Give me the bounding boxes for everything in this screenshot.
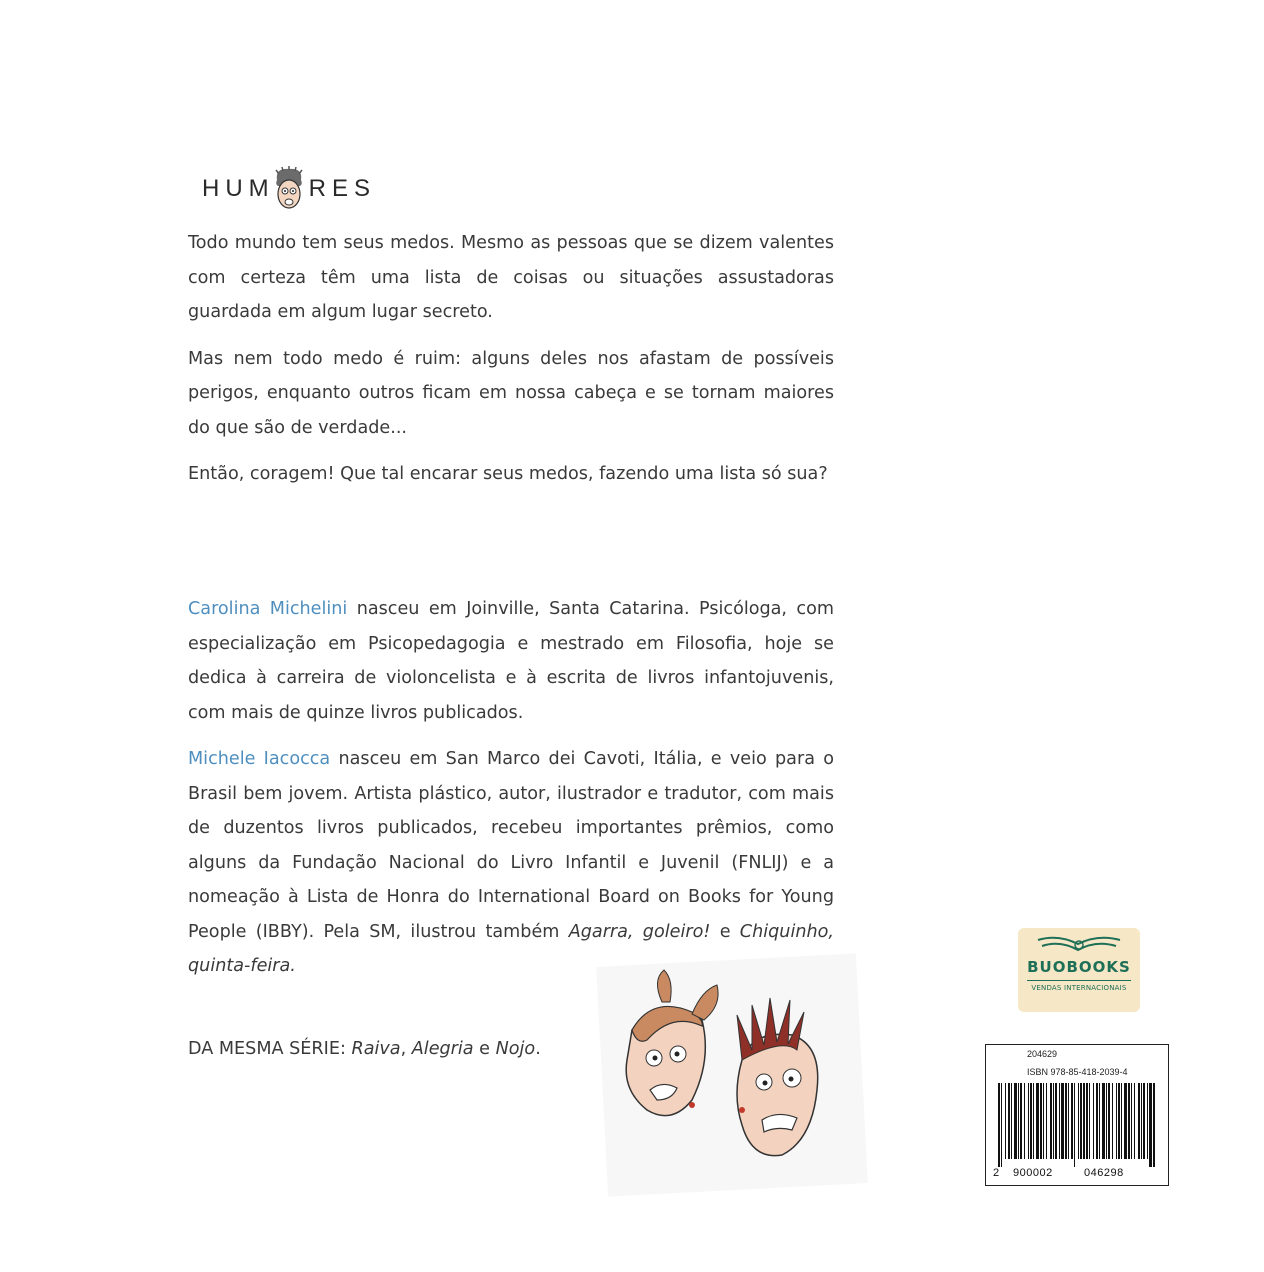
barcode-bar [1028, 1083, 1029, 1159]
illustrator-bio [188, 742, 834, 984]
publisher-badge [1018, 928, 1140, 1012]
illustrator-name: Michele Iacocca [188, 749, 331, 769]
barcode-bar [1050, 1083, 1052, 1159]
barcode-digit-first: 2 [993, 1167, 1000, 1179]
barcode-bar [1143, 1083, 1145, 1159]
series-title-3: Nojo [495, 1039, 536, 1059]
author-bio-text: nasceu em Joinville, Santa Catarina. Psicóloga, com especialização em Psicopedagogia e mestrado em Filosofia, hoje se dedica à carreira de violoncelista e à escrita de livros infantojuvenis, com mais de quinze livros publicados. [188, 599, 834, 723]
barcode-bar [1093, 1083, 1094, 1159]
barcode-bar [1080, 1083, 1082, 1159]
barcode-bar [1005, 1083, 1006, 1159]
frightened-face-icon [273, 166, 305, 212]
series-label: DA MESMA SÉRIE: [188, 1039, 352, 1059]
barcode-bar [1061, 1083, 1064, 1159]
book-title-2: Chiquinho, quinta-feira. [188, 921, 834, 976]
barcode-bar [1001, 1083, 1002, 1167]
series-separator: e [473, 1039, 496, 1059]
publisher-name: BUOBOOKS [1027, 958, 1131, 976]
series-title-2: Alegria [411, 1039, 474, 1059]
logo-text-right: RES [308, 175, 377, 202]
intro-text [188, 226, 834, 492]
intro-paragraph-1: Todo mundo tem seus medos. Mesmo as pessoas que se dizem valentes com certeza têm uma lista de coisas ou situações assustadoras guardada em algum lugar secreto. [188, 233, 834, 322]
barcode-bar [1112, 1083, 1113, 1159]
barcode-bar [1055, 1083, 1057, 1159]
barcode-bar [1083, 1083, 1085, 1159]
barcode-bar [1071, 1083, 1073, 1159]
barcode-bar [998, 1083, 1000, 1167]
barcode-bar [1074, 1083, 1075, 1167]
author-bio [188, 592, 834, 730]
barcode-bar [1024, 1083, 1025, 1159]
barcode-bar [1014, 1083, 1017, 1159]
barcode-bar [1096, 1083, 1098, 1159]
series-logo [202, 164, 376, 214]
barcode-bar [1068, 1083, 1069, 1159]
book-title-1: Agarra, goleiro! [568, 921, 711, 942]
series-end: . [535, 1039, 541, 1059]
barcode-bar [1116, 1083, 1117, 1159]
barcode-bar [1046, 1083, 1047, 1159]
barcode-bar [1011, 1083, 1012, 1159]
barcode-bar [1089, 1083, 1090, 1159]
barcode-bar [1108, 1083, 1110, 1159]
barcode-bar [1030, 1083, 1032, 1159]
isbn-text: ISBN 978-85-418-2039-4 [1027, 1067, 1128, 1077]
barcode-bar [1008, 1083, 1010, 1159]
bios-section [188, 592, 834, 984]
barcode-bar [1020, 1083, 1022, 1159]
barcode-bar [1141, 1083, 1142, 1159]
barcode-bar [1065, 1083, 1067, 1159]
series-line [188, 1032, 541, 1066]
barcode-bar [1153, 1083, 1155, 1167]
barcode-bar [1121, 1083, 1122, 1159]
barcode-bar [1124, 1083, 1127, 1159]
barcode-bar [1059, 1083, 1060, 1159]
author-name: Carolina Michelini [188, 599, 348, 619]
barcode-bars [996, 1083, 1158, 1167]
barcode-bar [1102, 1083, 1105, 1159]
series-separator: , [400, 1039, 412, 1059]
illustrator-bio-text: nasceu em San Marco dei Cavoti, Itália, e veio para o Brasil bem jovem. Artista plástico, autor, ilustrador e tradutor, com mais de duzentos livros publicados, recebeu importantes prêmios, como alguns da Fundação Nacional do Livro Infantil e Juvenil (FNLIJ) e a nomeação à Lista de Honra do International Board on Books for Young People (IBBY). Pela SM, ilustrou também [188, 749, 834, 942]
barcode-bar [1149, 1083, 1152, 1167]
barcode-bar [1128, 1083, 1130, 1159]
publisher-subtitle: VENDAS INTERNACIONAIS [1031, 984, 1127, 992]
barcode-bar [1099, 1083, 1100, 1159]
barcode-bar [1118, 1083, 1120, 1159]
logo-text-left: HUM [202, 175, 275, 202]
barcode-bar [1147, 1083, 1148, 1159]
barcode-digits-mid: 900002 [1013, 1167, 1053, 1179]
open-book-icon [1034, 934, 1124, 956]
barcode-bar [1078, 1083, 1079, 1159]
barcode-bar [1138, 1083, 1140, 1159]
title-connector: e [710, 921, 740, 942]
barcode-bar [1134, 1083, 1135, 1159]
barcode-bar [1033, 1083, 1034, 1159]
publisher-divider [1027, 980, 1131, 981]
barcode-bar [1106, 1083, 1107, 1159]
scared-faces-illustration [592, 950, 872, 1200]
intro-paragraph-3: Então, coragem! Que tal encarar seus medos, fazendo uma lista só sua? [188, 464, 828, 484]
series-title-1: Raiva [351, 1039, 401, 1059]
barcode-bar [1131, 1083, 1132, 1159]
barcode-bar [1018, 1083, 1019, 1159]
barcode-bar [1040, 1083, 1042, 1159]
barcode-box [985, 1044, 1169, 1186]
barcode-bar [1036, 1083, 1039, 1159]
intro-paragraph-2: Mas nem todo medo é ruim: alguns deles nos afastam de possíveis perigos, enquanto outros ficam em nossa cabeça e se tornam maiores do que são de verdade... [188, 348, 834, 438]
barcode-bar [1043, 1083, 1044, 1159]
barcode-bar [1086, 1083, 1088, 1159]
barcode-digits-last: 046298 [1084, 1167, 1124, 1179]
product-code: 204629 [1027, 1049, 1058, 1059]
barcode-bar [1053, 1083, 1054, 1159]
